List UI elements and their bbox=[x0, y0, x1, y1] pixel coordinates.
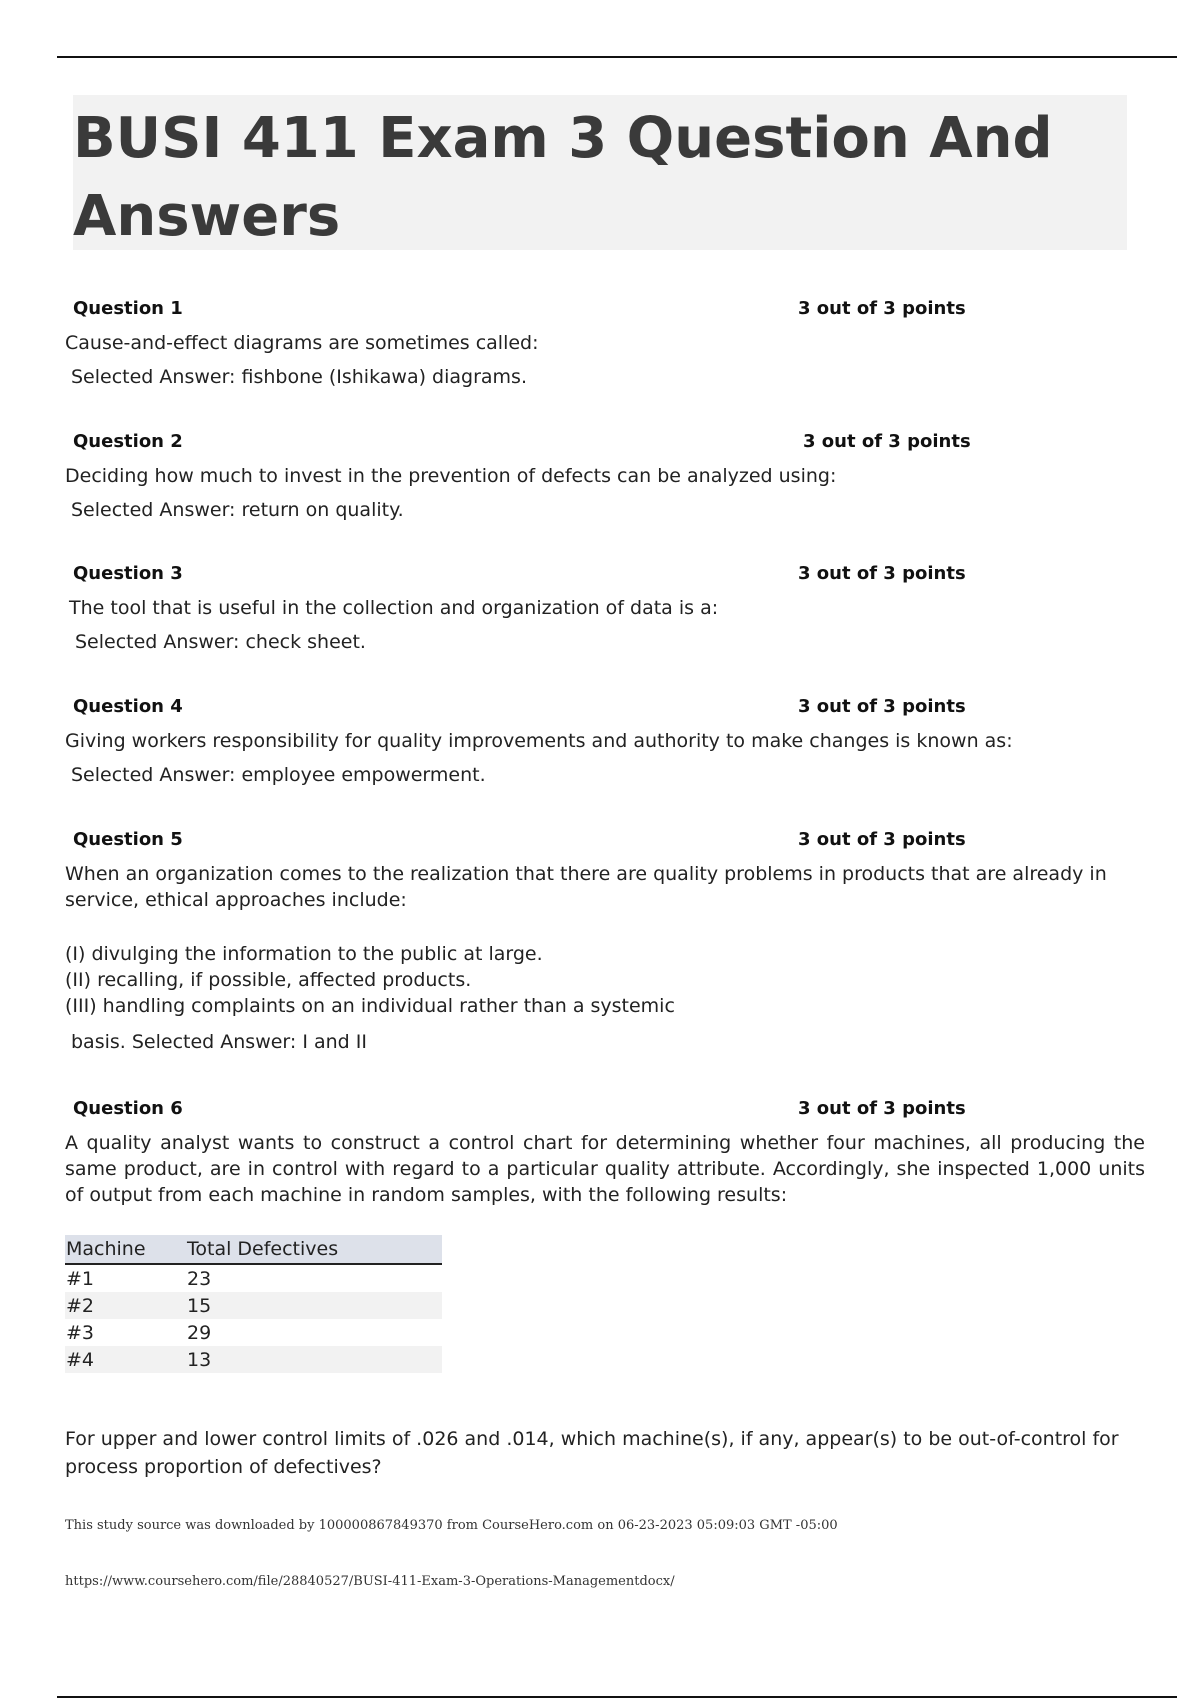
source-url[interactable]: https://www.coursehero.com/file/28840527/BUSI-411-Exam-3-Operations-Managementdocx/ bbox=[65, 1574, 675, 1589]
question-points: 3 out of 3 points bbox=[803, 431, 971, 452]
question-1 bbox=[65, 298, 1145, 388]
question-3 bbox=[65, 563, 1145, 653]
question-text: A quality analyst wants to construct a control chart for determining whether four machines, all producing the same product, are in control with regard to a particular quality attribute. Accordingly, she inspected 1,000 units of output from each machine in random samples, with the following results: bbox=[65, 1132, 1145, 1206]
question-label: Question 4 bbox=[73, 696, 183, 717]
question-4 bbox=[65, 696, 1145, 786]
defectives-cell: 13 bbox=[186, 1346, 442, 1373]
answer-options bbox=[65, 941, 1145, 1019]
question-label: Question 6 bbox=[73, 1098, 183, 1119]
selected-answer: Selected Answer: fishbone (Ishikawa) diagrams. bbox=[71, 366, 527, 388]
question-label: Question 3 bbox=[73, 563, 183, 584]
machine-cell: #2 bbox=[65, 1292, 186, 1319]
question-text: When an organization comes to the realization that there are quality problems in products that are already in service, ethical approaches include: bbox=[65, 863, 1107, 911]
question-text: Giving workers responsibility for quality improvements and authority to make changes is known as: bbox=[65, 730, 1013, 752]
document-title: BUSI 411 Exam 3 Question And Answers bbox=[73, 106, 1053, 249]
question-points: 3 out of 3 points bbox=[798, 696, 966, 717]
question-2 bbox=[65, 431, 1145, 521]
table-row bbox=[65, 1264, 442, 1292]
table-row bbox=[65, 1319, 442, 1346]
question-points: 3 out of 3 points bbox=[798, 829, 966, 850]
option-1: (I) divulging the information to the public at large. bbox=[65, 943, 543, 965]
table-header-row bbox=[65, 1235, 442, 1264]
bottom-rule bbox=[57, 1696, 1177, 1698]
question-text: Deciding how much to invest in the prevention of defects can be analyzed using: bbox=[65, 465, 837, 487]
question-6 bbox=[65, 1098, 1145, 1208]
followup-question: For upper and lower control limits of .026 and .014, which machine(s), if any, appear(s) to be out-of-control for process proportion of defectives? bbox=[65, 1428, 1119, 1478]
question-label: Question 2 bbox=[73, 431, 183, 452]
source-notice: This study source was downloaded by 100000867849370 from CourseHero.com on 06-23-2023 05:09:03 GMT -05:00 bbox=[65, 1518, 838, 1533]
selected-answer: Selected Answer: check sheet. bbox=[75, 631, 366, 653]
top-rule bbox=[57, 56, 1177, 58]
machine-cell: #4 bbox=[65, 1346, 186, 1373]
column-header-total-defectives: Total Defectives bbox=[186, 1235, 442, 1264]
table-row bbox=[65, 1292, 442, 1319]
selected-answer: basis. Selected Answer: I and II bbox=[71, 1031, 367, 1053]
selected-answer: Selected Answer: employee empowerment. bbox=[71, 764, 486, 786]
table-row bbox=[65, 1346, 442, 1373]
defectives-cell: 23 bbox=[187, 1267, 212, 1290]
question-points: 3 out of 3 points bbox=[798, 563, 966, 584]
question-label: Question 1 bbox=[73, 298, 183, 319]
column-header-machine: Machine bbox=[65, 1235, 186, 1264]
question-5 bbox=[65, 829, 1145, 1053]
question-text: The tool that is useful in the collection and organization of data is a: bbox=[69, 597, 719, 619]
question-label: Question 5 bbox=[73, 829, 183, 850]
machine-cell: #1 bbox=[66, 1267, 95, 1290]
machine-cell: #3 bbox=[66, 1321, 95, 1344]
question-points: 3 out of 3 points bbox=[798, 298, 966, 319]
option-3: (III) handling complaints on an individual rather than a systemic bbox=[65, 995, 675, 1017]
defectives-cell: 29 bbox=[187, 1321, 212, 1344]
question-text: Cause-and-effect diagrams are sometimes called: bbox=[65, 332, 539, 354]
option-2: (II) recalling, if possible, affected products. bbox=[65, 969, 472, 991]
question-points: 3 out of 3 points bbox=[798, 1098, 966, 1119]
defectives-cell: 15 bbox=[186, 1292, 442, 1319]
defectives-table bbox=[65, 1235, 442, 1373]
selected-answer: Selected Answer: return on quality. bbox=[71, 499, 404, 521]
